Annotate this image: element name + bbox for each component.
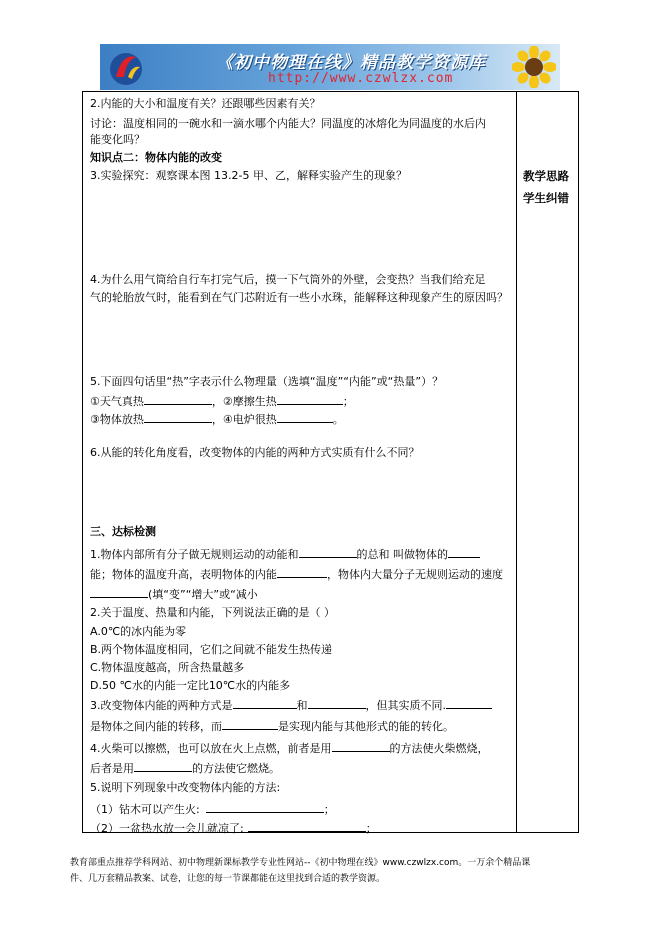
test-3-line-1 bbox=[90, 697, 492, 713]
q5-item-1: ①天气真热 bbox=[90, 395, 144, 408]
test-5-item-1-text: （1）钻木可以产生火: bbox=[90, 803, 200, 816]
header-banner bbox=[100, 44, 560, 90]
question-2: 2.内能的大小和温度有关？还跟哪些因素有关？ bbox=[90, 97, 321, 110]
test-5-item-2-text: （2）一盆热水放一会儿就凉了: bbox=[90, 822, 244, 835]
test-5-question: 5.说明下列现象中改变物体内能的方法: bbox=[90, 781, 281, 794]
test-5-semicolon: ； bbox=[323, 803, 335, 816]
test-5-semicolon-2: ； bbox=[365, 822, 377, 835]
question-4-line-1: 4.为什么用气筒给自行车打完气后，摸一下气筒外的外壁，会变热？当我们给充足 bbox=[90, 273, 486, 286]
question-5-row-1 bbox=[90, 393, 354, 409]
test-4-text-a: 4.火柴可以擦燃，也可以放在火上点燃，前者是用 bbox=[90, 742, 332, 755]
q5-period: 。 bbox=[332, 413, 344, 426]
banner-url[interactable]: http://www.czwlzx.com bbox=[268, 71, 454, 86]
test-4-blank-1[interactable] bbox=[332, 740, 390, 752]
q5-semicolon: ； bbox=[342, 395, 354, 408]
test-3-blank-1[interactable] bbox=[233, 697, 297, 709]
q5-blank-1[interactable] bbox=[144, 393, 212, 405]
column-divider bbox=[516, 91, 517, 833]
test-1-text-a: 1.物体内部所有分子做无规则运动的动能和 bbox=[90, 548, 299, 561]
test-2-option-c: C.物体温度越高，所含热量越多 bbox=[90, 661, 245, 674]
test-1-blank-4[interactable] bbox=[90, 586, 148, 598]
test-1-line-3 bbox=[90, 586, 258, 602]
test-4-text-c: 后者是用 bbox=[90, 762, 134, 775]
q5-blank-4[interactable] bbox=[277, 411, 333, 423]
discussion-line-1: 讨论：温度相同的一碗水和一滴水哪个内能大？同温度的冰熔化为同温度的水后内 bbox=[90, 117, 486, 130]
q5-item-3: ③物体放热 bbox=[90, 413, 144, 426]
test-2-question: 2.关于温度、热量和内能，下列说法正确的是（ ） bbox=[90, 606, 335, 619]
test-4-text-b: 的方法使火柴燃烧， bbox=[389, 742, 489, 755]
test-1-line-1 bbox=[90, 546, 480, 562]
test-3-text-c: ，但其实质不同. bbox=[365, 699, 446, 712]
footer-line-2: 件、几万套精品教案、试卷，让您的每一节课都能在这里找到合适的教学资源。 bbox=[70, 874, 386, 884]
test-5-item-2 bbox=[90, 820, 377, 836]
question-4-line-2: 气的轮胎放气时，能看到在气门芯附近有一些小水珠，能解释这种现象产生的原因吗？ bbox=[90, 291, 508, 304]
test-1-blank-3[interactable] bbox=[277, 566, 327, 578]
section-3-heading: 三、达标检测 bbox=[90, 525, 156, 538]
test-1-blank-1[interactable] bbox=[299, 546, 357, 558]
site-logo-icon bbox=[106, 47, 146, 87]
q5-blank-2[interactable] bbox=[277, 393, 343, 405]
test-4-blank-2[interactable] bbox=[134, 760, 192, 772]
test-1-text-c: 能；物体的温度升高，表明物体的内能 bbox=[90, 568, 277, 581]
test-3-text-d: 是物体之间内能的转移，而 bbox=[90, 720, 222, 733]
side-label-teaching-ideas: 教学思路 bbox=[523, 169, 569, 183]
test-3-text-a: 3.改变物体内能的两种方式是 bbox=[90, 699, 233, 712]
question-5-row-2 bbox=[90, 411, 344, 427]
test-5-item-1 bbox=[90, 801, 335, 817]
test-5-blank-1[interactable] bbox=[206, 801, 324, 813]
test-1-text-e: (填“变”“增大”或“减小 bbox=[148, 588, 258, 601]
test-1-line-2 bbox=[90, 566, 503, 582]
test-4-line-2 bbox=[90, 760, 280, 776]
test-4-text-d: 的方法使它燃烧。 bbox=[192, 762, 280, 775]
footer-line-1: 教育部重点推荐学科网站、初中物理新课标教学专业性网站--《初中物理在线》www.czwlzx.com。一万余个精品课 bbox=[70, 858, 531, 868]
question-3: 3.实验探究：观察课本图 13.2-5 甲、乙，解释实验产生的现象？ bbox=[90, 169, 407, 182]
question-6: 6.从能的转化角度看，改变物体的内能的两种方式实质有什么不同？ bbox=[90, 446, 420, 459]
discussion-line-2: 能变化吗？ bbox=[90, 133, 145, 146]
q5-item-4: ，④电炉很热 bbox=[211, 413, 277, 426]
test-3-text-b: 和 bbox=[296, 699, 308, 712]
test-3-blank-4[interactable] bbox=[222, 718, 278, 730]
knowledge-point-2-heading: 知识点二：物体内能的改变 bbox=[90, 151, 222, 164]
side-label-student-corrections: 学生纠错 bbox=[523, 191, 569, 205]
test-3-text-e: 是实现内能与其他形式的能的转化。 bbox=[278, 720, 454, 733]
q5-item-2: ，②摩擦生热 bbox=[211, 395, 277, 408]
test-2-option-d: D.50 ℃水的内能一定比10℃水的内能多 bbox=[90, 679, 291, 692]
test-1-text-b: 的总和 叫做物体的 bbox=[356, 548, 448, 561]
test-1-text-d: ，物体内大量分子无规则运动的速度 bbox=[327, 568, 503, 581]
test-2-option-a: A.0℃的冰内能为零 bbox=[90, 625, 187, 638]
test-2-option-b: B.两个物体温度相同，它们之间就不能发生热传递 bbox=[90, 643, 333, 656]
question-5: 5.下面四句话里“热”字表示什么物理量（选填“温度”“内能”或“热量”）？ bbox=[90, 375, 444, 388]
sunflower-icon bbox=[512, 46, 556, 88]
test-3-blank-3[interactable] bbox=[446, 697, 492, 709]
test-3-line-2 bbox=[90, 718, 454, 734]
test-1-blank-2[interactable] bbox=[448, 546, 480, 558]
banner-title: 《初中物理在线》精品教学资源库 bbox=[216, 53, 486, 73]
test-3-blank-2[interactable] bbox=[308, 697, 366, 709]
test-4-line-1 bbox=[90, 740, 489, 756]
q5-blank-3[interactable] bbox=[144, 411, 212, 423]
test-5-blank-2[interactable] bbox=[248, 820, 366, 832]
